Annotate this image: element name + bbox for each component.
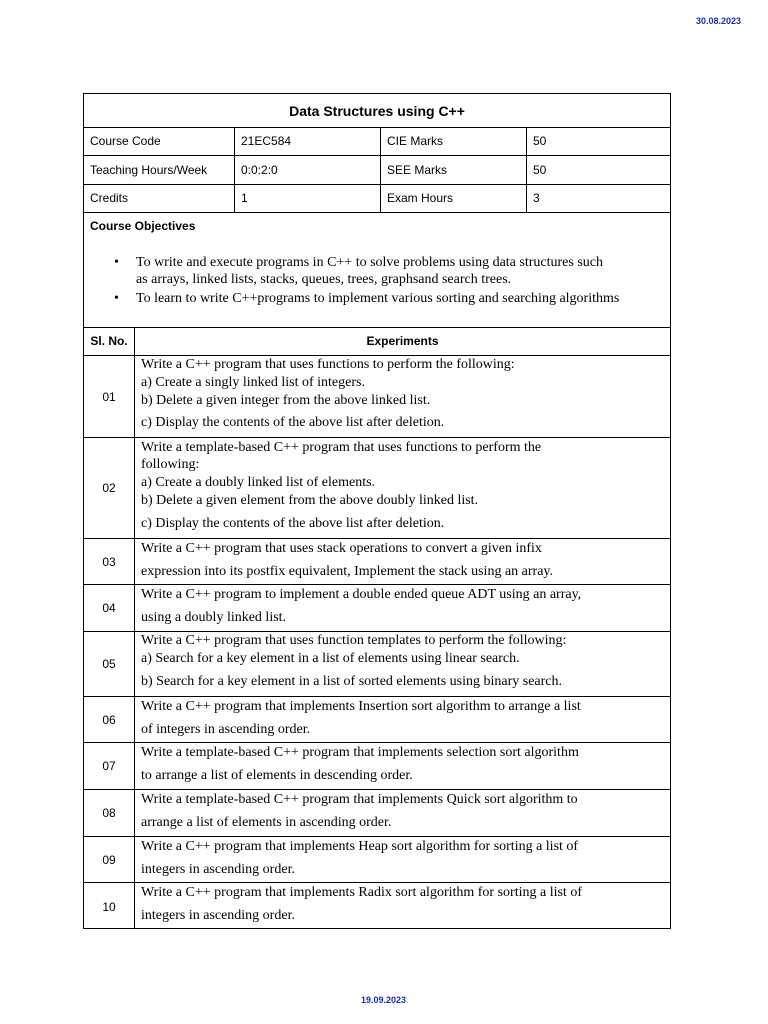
experiment-number: 05 — [102, 657, 116, 671]
experiment-description — [141, 539, 664, 585]
teaching-hours-value: 0:0:2:0 — [234, 156, 380, 184]
experiment-line: of integers in ascending order. — [141, 722, 311, 737]
experiment-row — [84, 697, 670, 743]
experiment-row — [84, 632, 670, 697]
experiment-line: integers in ascending order. — [141, 908, 295, 923]
teaching-hours-label: Teaching Hours/Week — [90, 163, 208, 177]
experiment-row — [84, 438, 670, 539]
experiment-number: 08 — [102, 806, 116, 820]
exam-hours-value: 3 — [526, 184, 670, 212]
experiment-line: b) Delete a given integer from the above linked list. — [141, 393, 431, 408]
cie-marks-label: CIE Marks — [380, 127, 526, 155]
exam-hours-label: Exam Hours — [380, 184, 526, 212]
objective-line: • To learn to write C++programs to implement various sorting and searching algorithms — [136, 291, 620, 306]
experiment-number: 10 — [102, 899, 116, 914]
objective-item — [114, 254, 662, 288]
experiment-row — [84, 585, 670, 632]
objective-line: as arrays, linked lists, stacks, queues, trees, graphsand search trees. — [136, 272, 512, 287]
experiment-description — [141, 632, 664, 697]
syllabus-table — [83, 93, 671, 929]
sl-no-header: Sl. No. — [90, 334, 128, 348]
experiment-number: 03 — [102, 554, 116, 569]
experiment-description — [141, 438, 664, 539]
experiment-row — [84, 539, 670, 585]
course-objectives — [84, 212, 670, 328]
experiment-number: 04 — [102, 601, 116, 615]
experiment-line: Write a template-based C++ program that implements Quick sort algorithm to — [141, 792, 578, 807]
experiment-line: a) Create a doubly linked list of elements. — [141, 475, 376, 490]
info-row-hours — [84, 156, 670, 185]
experiment-description — [141, 837, 664, 883]
experiment-row — [84, 883, 670, 930]
experiment-description — [141, 585, 664, 632]
experiment-line: expression into its postfix equivalent, Implement the stack using an array. — [141, 564, 553, 579]
experiment-description — [141, 790, 664, 837]
experiment-number: 02 — [102, 481, 116, 495]
experiment-description — [141, 883, 664, 930]
experiment-line: a) Create a singly linked list of integers. — [141, 375, 365, 390]
experiment-line: to arrange a list of elements in descending order. — [141, 768, 413, 783]
experiment-line: Write a C++ program that implements Heap sort algorithm for sorting a list of — [141, 839, 579, 854]
experiment-line: Write a C++ program that implements Insertion sort algorithm to arrange a list — [141, 699, 581, 714]
see-marks-label: SEE Marks — [380, 156, 526, 184]
experiment-line: c) Display the contents of the above list after deletion. — [141, 415, 445, 430]
objective-line: • To write and execute programs in C++ to solve problems using data structures such — [136, 255, 603, 270]
experiment-description — [141, 356, 664, 438]
experiment-line: a) Search for a key element in a list of elements using linear search. — [141, 651, 520, 666]
experiment-line: b) Search for a key element in a list of sorted elements using binary search. — [141, 674, 563, 689]
experiment-description — [141, 743, 664, 790]
experiment-line: Write a C++ program that uses stack operations to convert a given infix — [141, 541, 542, 556]
cie-marks-value: 50 — [526, 127, 670, 155]
experiment-line: Write a C++ program to implement a double ended queue ADT using an array, — [141, 587, 582, 602]
experiment-line: Write a template-based C++ program that implements selection sort algorithm — [141, 745, 579, 760]
experiment-description — [141, 697, 664, 743]
experiment-row — [84, 790, 670, 837]
info-row-credits — [84, 184, 670, 213]
objective-item — [114, 290, 662, 307]
experiment-line: Write a C++ program that uses function templates to perform the following: — [141, 633, 567, 648]
experiment-line: c) Display the contents of the above list after deletion. — [141, 516, 445, 531]
header-date: 30.08.2023 — [696, 16, 742, 26]
experiment-row — [84, 837, 670, 883]
experiments-column-header: Experiments — [366, 334, 439, 348]
experiment-row — [84, 743, 670, 790]
experiment-line: Write a C++ program that uses functions to perform the following: — [141, 357, 515, 372]
experiment-number: 01 — [102, 389, 116, 404]
credits-value: 1 — [234, 184, 380, 212]
objectives-list — [114, 254, 662, 309]
sl-column-divider — [134, 327, 135, 928]
course-code-value: 21EC584 — [234, 127, 380, 155]
see-marks-value: 50 — [526, 156, 670, 184]
course-title: Data Structures using C++ — [84, 94, 670, 128]
experiment-row — [84, 356, 670, 438]
experiment-line: b) Delete a given element from the above doubly linked list. — [141, 493, 479, 508]
experiment-number: 07 — [102, 759, 116, 773]
credits-label: Credits — [90, 191, 129, 205]
footer-date: 19.09.2023 — [361, 995, 407, 1005]
experiment-line: integers in ascending order. — [141, 862, 295, 877]
experiment-number: 06 — [102, 712, 116, 727]
experiment-number: 09 — [102, 852, 116, 867]
experiment-line: following: — [141, 457, 200, 472]
experiment-line: Write a C++ program that implements Radix sort algorithm for sorting a list of — [141, 885, 582, 900]
experiment-line: arrange a list of elements in ascending order. — [141, 815, 392, 830]
experiment-line: Write a template-based C++ program that uses functions to perform the — [141, 440, 542, 455]
objectives-title: Course Objectives — [90, 219, 196, 233]
experiments-header — [84, 327, 670, 356]
course-code-label: Course Code — [90, 134, 161, 148]
experiment-line: using a doubly linked list. — [141, 610, 287, 625]
info-row-course-code — [84, 127, 670, 156]
